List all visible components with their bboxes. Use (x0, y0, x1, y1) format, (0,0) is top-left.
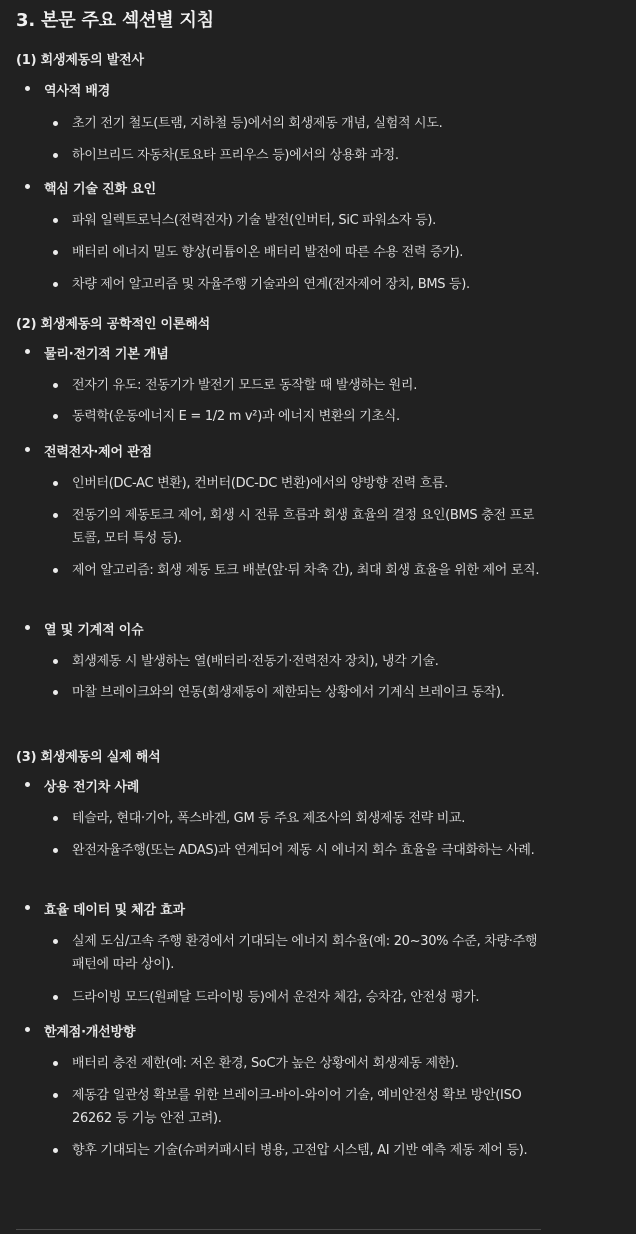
sub-list-item (44, 405, 544, 428)
sub-list-item-text: 초기 전기 철도(트램, 지하철 등)에서의 회생제동 개념, 실험적 시도. (72, 116, 443, 131)
bullet-icon (53, 690, 58, 695)
bullet-icon (53, 939, 58, 944)
bullet-icon (53, 250, 58, 255)
bullet-icon (53, 121, 58, 126)
sub-list-item-text: 전동기의 제동토크 제어, 회생 시 전류 흐름과 회생 효율의 결정 요인(BMS 충전 프로토콜, 모터 특성 등). (72, 508, 535, 546)
sub-list-item (44, 241, 544, 264)
sub-list-item-text: 차량 제어 알고리즘 및 자율주행 기술과의 연계(전자제어 장치, BMS 등). (72, 277, 470, 292)
bullet-icon (53, 414, 58, 419)
sub-list-item (44, 209, 544, 232)
list-item-label: 전력전자·제어 관점 (44, 445, 152, 460)
sub-list-item-text: 동력학(운동에너지 E = 1/2 m v²)과 에너지 변환의 기초식. (72, 409, 400, 424)
sub-list-item-text: 제동감 일관성 확보를 위한 브레이크-바이-와이어 기술, 예비안전성 확보 방안(ISO 26262 등 기능 안전 고려). (72, 1088, 522, 1126)
sub-list-item-text: 드라이빙 모드(원페달 드라이빙 등)에서 운전자 체감, 승차감, 안전성 평가. (72, 990, 480, 1005)
sub-list-item (44, 986, 544, 1009)
bullet-icon (53, 1061, 58, 1066)
sub-list-item-text: 전자기 유도: 전동기가 발전기 모드로 동작할 때 발생하는 원리. (72, 378, 418, 393)
bullet-icon (25, 905, 30, 910)
bullet-icon (53, 848, 58, 853)
bullet-icon (25, 625, 30, 630)
sub-list-item-text: 실제 도심/고속 주행 환경에서 기대되는 에너지 회수율(예: 20~30% 수준, 차량·주행패턴에 따라 상이). (72, 934, 538, 972)
sub-list-item (44, 839, 544, 862)
sub-list-item (44, 144, 544, 167)
bullet-icon (53, 513, 58, 518)
list-item-label: 열 및 기계적 이슈 (44, 623, 144, 638)
sub-list-item-text: 하이브리드 자동차(토요타 프리우스 등)에서의 상용화 과정. (72, 148, 399, 163)
sub-list-item (44, 273, 544, 296)
sub-list-item (44, 559, 544, 582)
bullet-icon (25, 86, 30, 91)
bullet-icon (25, 782, 30, 787)
list-item-label: 물리·전기적 기본 개념 (44, 347, 169, 362)
sub-list-item (44, 1052, 544, 1075)
sub-list-item-text: 테슬라, 현대·기아, 폭스바겐, GM 등 주요 제조사의 회생제동 전략 비교. (72, 811, 466, 826)
list-item-label: 한계점·개선방향 (44, 1025, 136, 1040)
sub-list-item (44, 807, 544, 830)
bullet-icon (53, 153, 58, 158)
bullet-icon (25, 1027, 30, 1032)
sub-list-item-text: 파워 일렉트로닉스(전력전자) 기술 발전(인버터, SiC 파워소자 등). (72, 213, 436, 228)
sub-list-item-text: 인버터(DC-AC 변환), 컨버터(DC-DC 변환)에서의 양방향 전력 흐름. (72, 476, 449, 491)
bullet-icon (25, 447, 30, 452)
sub-list-item (44, 1139, 544, 1162)
bullet-icon (53, 995, 58, 1000)
sub-list-item-text: 배터리 에너지 밀도 향상(리튬이온 배터리 발전에 따른 수용 전력 증가). (72, 245, 464, 260)
page-title: 3. 본문 주요 섹션별 지침 (16, 10, 214, 31)
bullet-icon (53, 1093, 58, 1098)
sub-list-item-text: 완전자율주행(또는 ADAS)과 연계되어 제동 시 에너지 회수 효율을 극대화하는 사례. (72, 843, 535, 858)
sub-list-item (44, 374, 544, 397)
sub-list-item-text: 회생제동 시 발생하는 열(배터리·전동기·전력전자 장치), 냉각 기술. (72, 654, 439, 669)
sub-list-item-text: 제어 알고리즘: 회생 제동 토크 배분(앞·뒤 차축 간), 최대 회생 효율을 위한 제어 로직. (72, 563, 540, 578)
sub-list-item (44, 650, 544, 673)
list-item-label: 상용 전기차 사례 (44, 780, 140, 795)
sub-list-item (44, 930, 544, 976)
bullet-icon (25, 349, 30, 354)
sub-list-item-text: 배터리 충전 제한(예: 저온 환경, SoC가 높은 상황에서 회생제동 제한). (72, 1056, 459, 1071)
list-item-label: 역사적 배경 (44, 84, 111, 99)
section-heading-theory: (2) 회생제동의 공학적인 이론해석 (16, 317, 210, 332)
section-heading-history: (1) 회생제동의 발전사 (16, 53, 144, 68)
sub-list-item (44, 472, 544, 495)
list-item-label: 핵심 기술 진화 요인 (44, 182, 156, 197)
bullet-icon (53, 1148, 58, 1153)
sub-list-item-text: 향후 기대되는 기술(슈퍼커패시터 병용, 고전압 시스템, AI 기반 예측 제동 제어 등). (72, 1143, 528, 1158)
bullet-icon (53, 282, 58, 287)
bullet-icon (53, 218, 58, 223)
sub-list-item (44, 1084, 544, 1130)
section-heading-practical: (3) 회생제동의 실제 해석 (16, 750, 161, 765)
bullet-icon (53, 659, 58, 664)
bullet-icon (53, 816, 58, 821)
sub-list-item (44, 504, 544, 550)
sub-list-item (44, 112, 544, 135)
divider (16, 1229, 541, 1230)
bullet-icon (53, 383, 58, 388)
bullet-icon (53, 568, 58, 573)
list-item-label: 효율 데이터 및 체감 효과 (44, 903, 185, 918)
bullet-icon (53, 481, 58, 486)
sub-list-item-text: 마찰 브레이크와의 연동(회생제동이 제한되는 상황에서 기계식 브레이크 동작). (72, 685, 505, 700)
sub-list-item (44, 681, 544, 704)
bullet-icon (25, 184, 30, 189)
